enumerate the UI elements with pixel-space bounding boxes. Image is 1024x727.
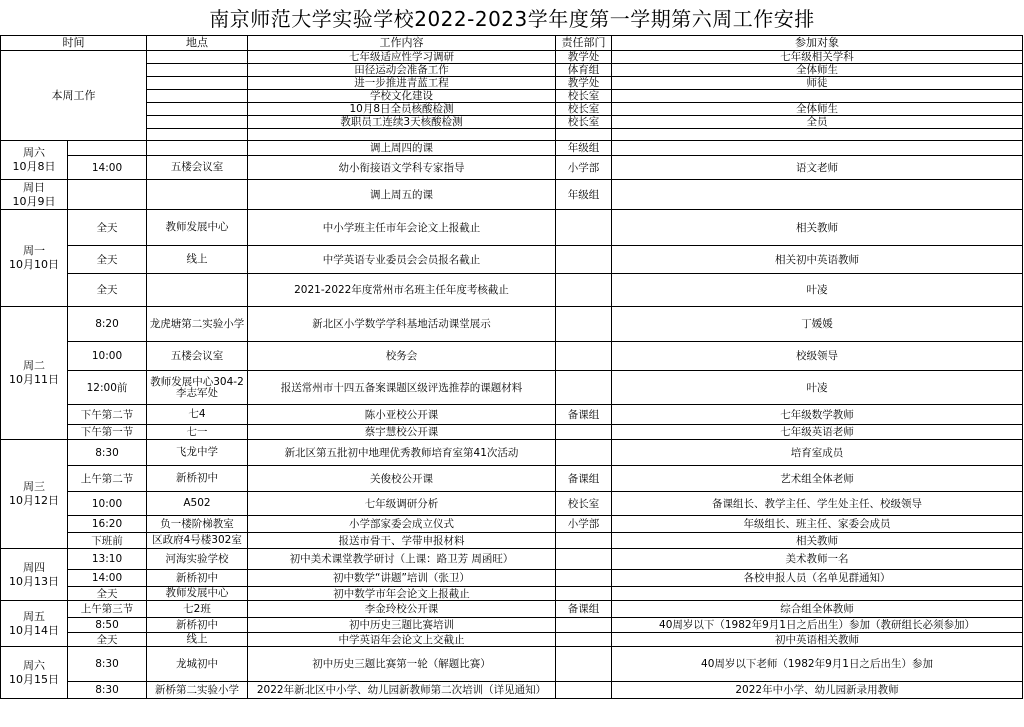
place-cell: 七4	[147, 405, 248, 425]
content-cell: 李金玲校公开课	[248, 601, 556, 618]
time-cell: 8:30	[68, 682, 147, 699]
col-header-attendees: 参加对象	[612, 36, 1023, 51]
time-cell: 上午第三节	[68, 601, 147, 618]
table-row	[1, 618, 1023, 633]
weekday-label: 周三	[23, 480, 45, 493]
content-cell: 七年级适应性学习调研	[248, 51, 556, 64]
date-label: 10月14日	[9, 623, 59, 637]
table-row	[1, 342, 1023, 371]
attendees-cell	[612, 180, 1023, 210]
dept-cell	[556, 307, 612, 342]
dept-cell	[556, 633, 612, 647]
dept-cell	[556, 549, 612, 570]
table-row	[1, 516, 1023, 533]
attendees-cell: 40周岁以下（1982年9月1日之后出生）参加（教研组长必须参加）	[612, 618, 1023, 633]
table-row	[1, 274, 1023, 307]
attendees-cell: 七年级英语老师	[612, 425, 1023, 440]
place-cell: 龙城初中	[147, 647, 248, 682]
place-cell	[147, 116, 248, 129]
dept-cell	[556, 647, 612, 682]
time-cell: 14:00	[68, 570, 147, 587]
time-cell: 8:30	[68, 647, 147, 682]
place-cell	[147, 64, 248, 77]
place-cell	[147, 90, 248, 103]
table-row	[1, 549, 1023, 570]
weekday-label: 周二	[23, 359, 45, 372]
day-cell	[1, 601, 68, 647]
dept-cell	[556, 440, 612, 466]
table-row	[1, 601, 1023, 618]
place-cell: 新桥初中	[147, 618, 248, 633]
table-row	[1, 64, 1023, 77]
dept-cell: 校长室	[556, 90, 612, 103]
content-cell: 中学英语专业委员会会员报名截止	[248, 246, 556, 274]
header-row	[1, 36, 1023, 51]
date-label: 10月10日	[9, 258, 59, 271]
dept-cell: 小学部	[556, 156, 612, 180]
time-cell: 12:00前	[68, 371, 147, 405]
dept-cell: 备课组	[556, 405, 612, 425]
place-cell: 教师发展中心	[147, 587, 248, 601]
content-cell: 初中数学市年会论文上报截止	[248, 587, 556, 601]
place-cell: A502	[147, 492, 248, 516]
table-row	[1, 77, 1023, 90]
attendees-cell: 全体师生	[612, 64, 1023, 77]
table-row	[1, 533, 1023, 549]
content-cell: 七年级调研分析	[248, 492, 556, 516]
place-cell	[147, 103, 248, 116]
dept-cell	[556, 342, 612, 371]
time-cell: 全天	[68, 274, 147, 307]
place-cell	[147, 51, 248, 64]
place-cell: 新桥初中	[147, 570, 248, 587]
col-header-time: 时间	[1, 36, 147, 51]
dept-cell	[556, 210, 612, 246]
attendees-cell	[612, 141, 1023, 156]
place-cell	[147, 274, 248, 307]
date-label: 10月12日	[9, 494, 59, 507]
time-cell: 16:20	[68, 516, 147, 533]
content-cell: 调上周五的课	[248, 180, 556, 210]
table-row	[1, 466, 1023, 492]
table-row	[1, 633, 1023, 647]
attendees-cell: 全体师生	[612, 103, 1023, 116]
table-row	[1, 116, 1023, 129]
dept-cell	[556, 587, 612, 601]
time-cell: 全天	[68, 246, 147, 274]
table-row	[1, 570, 1023, 587]
attendees-cell	[612, 90, 1023, 103]
weekday-label: 周四	[23, 560, 45, 574]
table-row	[1, 210, 1023, 246]
dept-cell	[556, 618, 612, 633]
content-cell: 初中历史三题比赛培训	[248, 618, 556, 633]
time-cell: 13:10	[68, 549, 147, 570]
time-cell: 全天	[68, 633, 147, 647]
day-cell	[1, 180, 68, 210]
place-cell: 七2班	[147, 601, 248, 618]
place-cell: 河海实验学校	[147, 549, 248, 570]
table-row	[1, 51, 1023, 64]
time-cell: 全天	[68, 210, 147, 246]
content-cell: 幼小衔接语文学科专家指导	[248, 156, 556, 180]
date-label: 10月15日	[9, 672, 59, 686]
attendees-cell: 美术教师一名	[612, 549, 1023, 570]
table-row	[1, 141, 1023, 156]
place-cell: 线上	[147, 246, 248, 274]
place-cell: 龙虎塘第二实验小学	[147, 307, 248, 342]
content-cell: 2022年新北区中小学、幼儿园新教师第二次培训（详见通知）	[248, 682, 556, 699]
time-cell: 8:20	[68, 307, 147, 342]
attendees-cell: 相关初中英语教师	[612, 246, 1023, 274]
attendees-cell: 各校申报人员（名单见群通知）	[612, 570, 1023, 587]
dept-cell: 体育组	[556, 64, 612, 77]
table-row	[1, 492, 1023, 516]
attendees-cell: 丁媛媛	[612, 307, 1023, 342]
attendees-cell: 叶凌	[612, 371, 1023, 405]
time-cell: 全天	[68, 587, 147, 601]
table-row	[1, 156, 1023, 180]
dept-cell: 小学部	[556, 516, 612, 533]
week-label: 本周工作	[1, 51, 147, 141]
dept-cell: 校长室	[556, 103, 612, 116]
attendees-cell: 校级领导	[612, 342, 1023, 371]
content-cell	[248, 129, 556, 141]
place-cell	[147, 180, 248, 210]
attendees-cell: 全员	[612, 116, 1023, 129]
place-cell: 区政府4号楼302室	[147, 533, 248, 549]
attendees-cell: 七年级数学教师	[612, 405, 1023, 425]
content-cell: 2021-2022年度常州市名班主任年度考核截止	[248, 274, 556, 307]
dept-cell	[556, 371, 612, 405]
dept-cell	[556, 274, 612, 307]
content-cell: 学校文化建设	[248, 90, 556, 103]
content-cell: 初中历史三题比赛第一轮（解题比赛）	[248, 647, 556, 682]
place-cell: 教师发展中心304-2李志军处	[147, 371, 248, 405]
weekday-label: 周六	[23, 658, 45, 672]
attendees-cell: 语文老师	[612, 156, 1023, 180]
date-label: 10月13日	[9, 574, 59, 588]
weekday-label: 周一	[23, 244, 45, 257]
dept-cell: 年级组	[556, 180, 612, 210]
attendees-cell: 培育室成员	[612, 440, 1023, 466]
content-cell: 报送常州市十四五备案课题区级评选推荐的课题材料	[248, 371, 556, 405]
schedule-table	[0, 35, 1023, 699]
date-label: 10月11日	[9, 373, 59, 386]
time-cell: 10:00	[68, 492, 147, 516]
time-cell	[68, 180, 147, 210]
table-row	[1, 682, 1023, 699]
content-cell: 10月8日全员核酸检测	[248, 103, 556, 116]
col-header-dept: 责任部门	[556, 36, 612, 51]
day-cell	[1, 141, 68, 180]
table-row	[1, 307, 1023, 342]
table-row	[1, 129, 1023, 141]
attendees-cell: 艺术组全体老师	[612, 466, 1023, 492]
table-row	[1, 103, 1023, 116]
place-cell	[147, 77, 248, 90]
dept-cell: 校长室	[556, 492, 612, 516]
time-cell: 8:50	[68, 618, 147, 633]
page-title: 南京师范大学实验学校2022-2023学年度第一学期第六周工作安排	[209, 7, 815, 31]
time-cell: 14:00	[68, 156, 147, 180]
place-cell: 五楼会议室	[147, 342, 248, 371]
day-cell	[1, 210, 68, 307]
day-cell	[1, 647, 68, 699]
dept-cell	[556, 425, 612, 440]
weekday-label: 周六	[23, 146, 45, 159]
dept-cell: 教学处	[556, 51, 612, 64]
content-cell: 田径运动会准备工作	[248, 64, 556, 77]
content-cell: 蔡宇慧校公开课	[248, 425, 556, 440]
attendees-cell: 相关教师	[612, 210, 1023, 246]
day-cell	[1, 307, 68, 440]
dept-cell	[556, 246, 612, 274]
content-cell: 陈小亚校公开课	[248, 405, 556, 425]
attendees-cell	[612, 129, 1023, 141]
attendees-cell: 初中英语相关教师	[612, 633, 1023, 647]
place-cell: 新桥初中	[147, 466, 248, 492]
col-header-place: 地点	[147, 36, 248, 51]
date-label: 10月8日	[12, 160, 56, 173]
table-row	[1, 90, 1023, 103]
dept-cell: 备课组	[556, 466, 612, 492]
time-cell	[68, 141, 147, 156]
time-cell: 上午第二节	[68, 466, 147, 492]
table-row	[1, 440, 1023, 466]
content-cell: 校务会	[248, 342, 556, 371]
table-row	[1, 587, 1023, 601]
place-cell: 教师发展中心	[147, 210, 248, 246]
table-row	[1, 425, 1023, 440]
content-cell: 报送市骨干、学带申报材料	[248, 533, 556, 549]
table-row	[1, 371, 1023, 405]
place-cell: 飞龙中学	[147, 440, 248, 466]
time-cell: 10:00	[68, 342, 147, 371]
dept-cell: 教学处	[556, 77, 612, 90]
table-row	[1, 647, 1023, 682]
content-cell: 进一步推进青蓝工程	[248, 77, 556, 90]
attendees-cell	[612, 587, 1023, 601]
weekday-label: 周日	[23, 180, 45, 194]
time-cell: 8:30	[68, 440, 147, 466]
table-row	[1, 180, 1023, 210]
attendees-cell: 七年级相关学科	[612, 51, 1023, 64]
content-cell: 小学部家委会成立仪式	[248, 516, 556, 533]
time-cell: 下班前	[68, 533, 147, 549]
dept-cell	[556, 682, 612, 699]
time-cell: 下午第二节	[68, 405, 147, 425]
attendees-cell: 相关教师	[612, 533, 1023, 549]
dept-cell: 校长室	[556, 116, 612, 129]
place-cell: 五楼会议室	[147, 156, 248, 180]
attendees-cell: 备课组长、教学主任、学生处主任、校级领导	[612, 492, 1023, 516]
dept-cell: 备课组	[556, 601, 612, 618]
content-cell: 中小学班主任市年会论文上报截止	[248, 210, 556, 246]
content-cell: 中学英语年会论文上交截止	[248, 633, 556, 647]
dept-cell	[556, 570, 612, 587]
place-cell: 负一楼阶梯教室	[147, 516, 248, 533]
day-cell	[1, 549, 68, 601]
attendees-cell: 2022年中小学、幼儿园新录用教师	[612, 682, 1023, 699]
attendees-cell: 师徒	[612, 77, 1023, 90]
table-row	[1, 405, 1023, 425]
place-cell	[147, 141, 248, 156]
place-cell: 七一	[147, 425, 248, 440]
weekday-label: 周五	[23, 609, 45, 623]
table-row	[1, 246, 1023, 274]
dept-cell: 年级组	[556, 141, 612, 156]
attendees-cell: 叶凌	[612, 274, 1023, 307]
place-cell: 新桥第二实验小学	[147, 682, 248, 699]
content-cell: 关俊校公开课	[248, 466, 556, 492]
place-cell	[147, 129, 248, 141]
content-cell: 初中数学“讲题”培训（张卫）	[248, 570, 556, 587]
content-cell: 初中美术课堂教学研讨（上课：路卫芳 周函旺）	[248, 549, 556, 570]
attendees-cell: 40周岁以下老师（1982年9月1日之后出生）参加	[612, 647, 1023, 682]
place-cell: 线上	[147, 633, 248, 647]
date-label: 10月9日	[12, 194, 56, 208]
content-cell: 调上周四的课	[248, 141, 556, 156]
dept-cell	[556, 129, 612, 141]
content-cell: 教职员工连续3天核酸检测	[248, 116, 556, 129]
attendees-cell: 综合组全体教师	[612, 601, 1023, 618]
dept-cell	[556, 533, 612, 549]
content-cell: 新北区小学数学学科基地活动课堂展示	[248, 307, 556, 342]
day-cell	[1, 440, 68, 549]
attendees-cell: 年级组长、班主任、家委会成员	[612, 516, 1023, 533]
time-cell: 下午第一节	[68, 425, 147, 440]
content-cell: 新北区第五批初中地理优秀教师培育室第41次活动	[248, 440, 556, 466]
col-header-content: 工作内容	[248, 36, 556, 51]
